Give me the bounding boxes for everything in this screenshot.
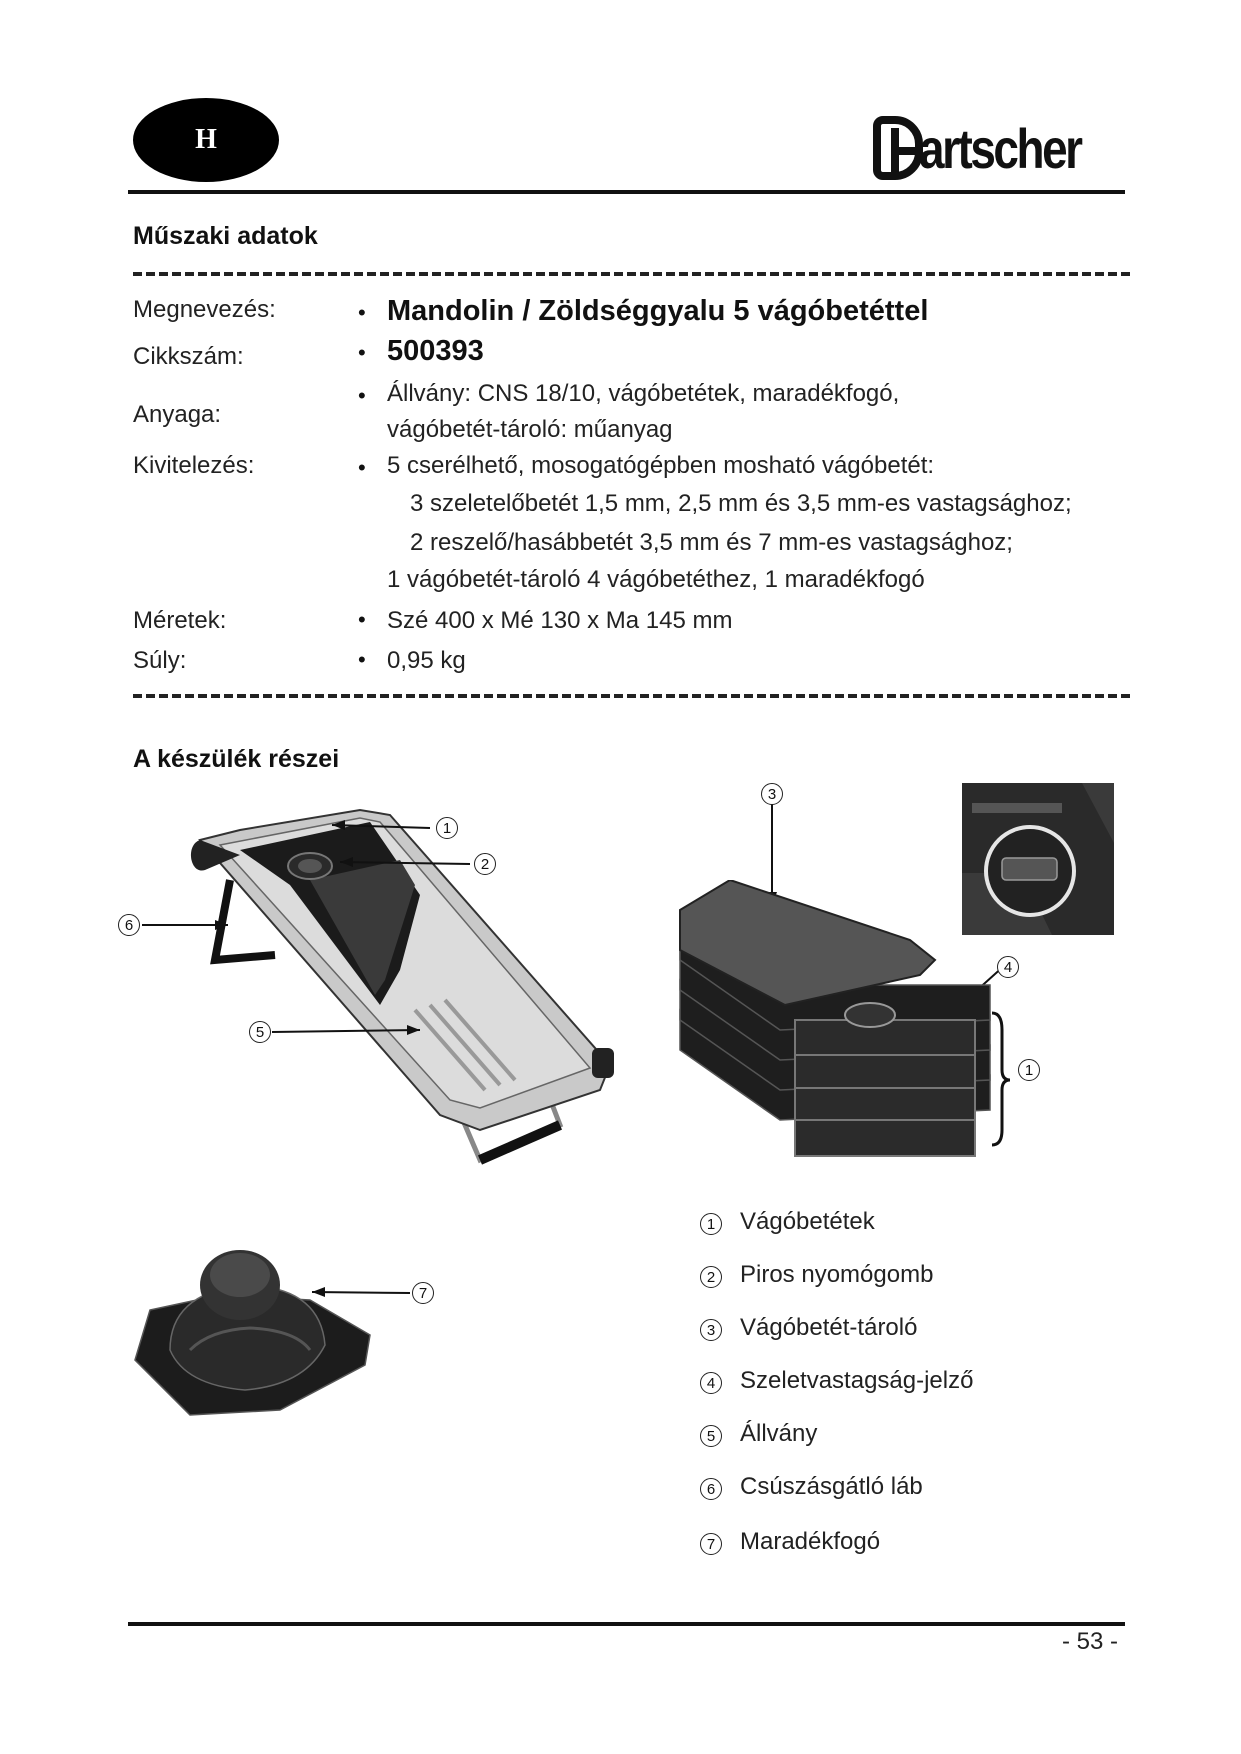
- legend-text: Állvány: [740, 1420, 818, 1447]
- spec-value-design-line4: 1 vágóbetét-tároló 4 vágóbetéthez, 1 maradékfogó: [387, 566, 925, 593]
- legend-text: Maradékfogó: [740, 1528, 881, 1555]
- legend-text: Vágóbetétek: [740, 1208, 875, 1235]
- page-number: - 53 -: [1061, 1628, 1118, 1655]
- spec-label-design: Kivitelezés:: [133, 452, 255, 479]
- spec-label-dimensions: Méretek:: [133, 607, 227, 634]
- blade-storage-illustration: [670, 880, 1000, 1200]
- legend-number: 2: [700, 1266, 722, 1288]
- spec-value-dimensions: Szé 400 x Mé 130 x Ma 145 mm: [387, 607, 733, 634]
- spec-value-design-line2: 3 szeletelőbetét 1,5 mm, 2,5 mm és 3,5 mm-es vastagsághoz;: [410, 490, 1072, 517]
- legend-number: 7: [700, 1533, 722, 1555]
- legend-number: 1: [700, 1213, 722, 1235]
- bullet: •: [358, 647, 366, 672]
- callout-5: 5: [249, 1021, 271, 1043]
- spec-label-name: Megnevezés:: [133, 296, 276, 323]
- legend-number: 5: [700, 1425, 722, 1447]
- legend-text: Csúszásgátló láb: [740, 1473, 923, 1500]
- callout-1-storage: 1: [1018, 1059, 1040, 1081]
- bullet: •: [358, 607, 366, 632]
- language-code: H: [195, 124, 217, 155]
- footer-rule: [128, 1622, 1125, 1626]
- callout-3: 3: [761, 783, 783, 805]
- legend-text: Piros nyomógomb: [740, 1261, 934, 1288]
- bullet: •: [358, 455, 366, 480]
- callout-1: 1: [436, 817, 458, 839]
- spec-value-weight: 0,95 kg: [387, 647, 466, 674]
- callout-2: 2: [474, 853, 496, 875]
- spec-value-design-line1: 5 cserélhető, mosogatógépben mosható vágóbetét:: [387, 452, 935, 479]
- legend-text: Szeletvastagság-jelző: [740, 1367, 974, 1394]
- specs-title: Műszaki adatok: [133, 222, 318, 250]
- callout-6: 6: [118, 914, 140, 936]
- spec-value-name: Mandolin / Zöldséggyalu 5 vágóbetéttel: [387, 295, 929, 327]
- thickness-indicator-detail: [962, 783, 1114, 935]
- spec-value-article: 500393: [387, 335, 484, 367]
- spec-value-material-line2: vágóbetét-tároló: műanyag: [387, 416, 673, 443]
- spec-value-design-line3: 2 reszelő/hasábbetét 3,5 mm és 7 mm-es vastagsághoz;: [410, 529, 1013, 556]
- bullet: •: [358, 300, 366, 325]
- parts-title: A készülék részei: [133, 745, 340, 773]
- brand-name: artscher: [918, 116, 1081, 180]
- spec-value-material-line1: Állvány: CNS 18/10, vágóbetétek, maradékfogó,: [387, 380, 900, 407]
- bullet: •: [358, 340, 366, 365]
- food-holder-illustration: [130, 1240, 380, 1420]
- spec-label-weight: Súly:: [133, 647, 187, 674]
- callout-4: 4: [997, 956, 1019, 978]
- legend-number: 3: [700, 1319, 722, 1341]
- bullet: •: [358, 383, 366, 408]
- legend-number: 6: [700, 1478, 722, 1500]
- legend-text: Vágóbetét-tároló: [740, 1314, 918, 1341]
- spec-label-material: Anyaga:: [133, 401, 222, 428]
- spec-label-article: Cikkszám:: [133, 343, 244, 370]
- callout-7: 7: [412, 1282, 434, 1304]
- legend-number: 4: [700, 1372, 722, 1394]
